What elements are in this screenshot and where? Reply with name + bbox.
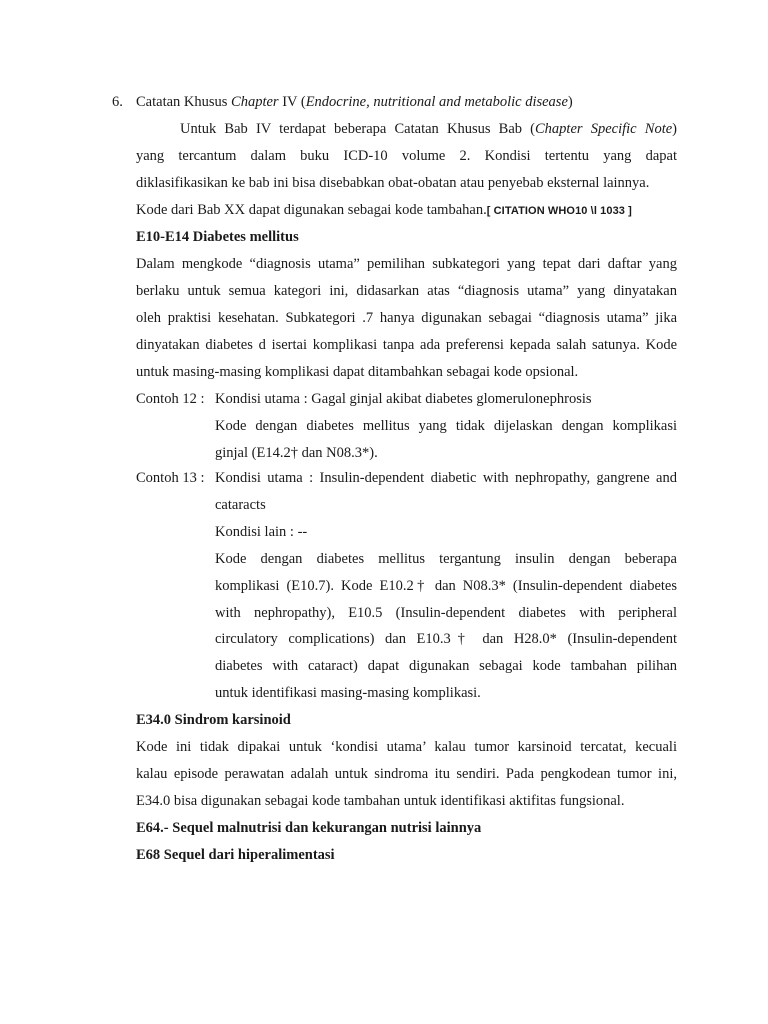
contoh-13-label: Contoh 13 : <box>136 470 205 486</box>
contoh-13-line-7: circulatory complications) dan E10.3† dan H28.0* (Insulin-dependent <box>215 631 677 647</box>
contoh-13-line-8: diabetes with cataract) dapat digunakan sebagai kode tambahan pilihan <box>215 658 677 674</box>
e10-line-4: dinyatakan diabetes d isertai komplikasi tanpa ada preferensi kepada salah satunya. Kode <box>136 337 677 353</box>
section-number: 6. <box>112 94 123 110</box>
heading-e34: E34.0 Sindrom karsinoid <box>136 712 291 728</box>
section-title-chapter-name: Endocrine, nutritional and metabolic disease <box>305 94 568 110</box>
contoh-13-line-2: cataracts <box>215 497 266 513</box>
intro-line-2: yang tercantum dalam buku ICD-10 volume 2. Kondisi tertentu yang dapat <box>136 148 677 164</box>
intro-line-1 <box>180 120 677 138</box>
contoh-13-line-5: komplikasi (E10.7). Kode E10.2† dan N08.3* (Insulin-dependent diabetes <box>215 578 677 594</box>
e10-line-1: Dalam mengkode “diagnosis utama” pemilihan subkategori yang tepat dari daftar yang <box>136 256 677 272</box>
citation-field: [ CITATION WHO10 \l 1033 ] <box>486 205 632 217</box>
contoh-13-line-9: untuk identifikasi masing-masing komplikasi. <box>215 685 481 701</box>
section-title-mid: IV ( <box>278 94 306 110</box>
section-title-pre: Catatan Khusus <box>136 94 232 110</box>
contoh-13-line-6: with nephropathy), E10.5 (Insulin-dependent diabetes with peripheral <box>215 605 677 621</box>
section-title-chapter: Chapter <box>231 94 279 110</box>
section-title <box>136 93 573 111</box>
contoh-12-line-1: Kondisi utama : Gagal ginjal akibat diabetes glomerulonephrosis <box>215 391 592 407</box>
intro-line-1-post: ) <box>672 121 678 137</box>
e10-line-3: oleh praktisi kesehatan. Subkategori .7 hanya digunakan sebagai “diagnosis utama” jika <box>136 310 677 326</box>
intro-line-3: diklasifikasikan ke bab ini bisa disebabkan obat-obatan atau penyebab eksternal lainnya. <box>136 175 650 191</box>
contoh-13-line-4: Kode dengan diabetes mellitus tergantung insulin dengan beberapa <box>215 551 677 567</box>
intro-line-1-pre: Untuk Bab IV terdapat beberapa Catatan Khusus Bab ( <box>180 121 536 137</box>
e10-line-5: untuk masing-masing komplikasi dapat ditambahkan sebagai kode opsional. <box>136 364 579 380</box>
heading-e10-e14: E10-E14 Diabetes mellitus <box>136 229 299 245</box>
heading-e68: E68 Sequel dari hiperalimentasi <box>136 847 335 863</box>
contoh-12-line-2: Kode dengan diabetes mellitus yang tidak dijelaskan dengan komplikasi <box>215 418 677 434</box>
contoh-13-line-3: Kondisi lain : -- <box>215 524 308 540</box>
intro-line-4-text: Kode dari Bab XX dapat digunakan sebagai kode tambahan. <box>136 202 487 218</box>
e34-line-3: E34.0 bisa digunakan sebagai kode tambahan untuk identifikasi aktifitas fungsional. <box>136 793 625 809</box>
contoh-12-line-3: ginjal (E14.2† dan N08.3*). <box>215 445 378 461</box>
contoh-13-line-1: Kondisi utama : Insulin-dependent diabetic with nephropathy, gangrene and <box>215 470 677 486</box>
section-title-post: ) <box>567 94 573 110</box>
intro-line-4 <box>136 201 632 220</box>
contoh-12-label: Contoh 12 : <box>136 391 205 407</box>
heading-e64: E64.- Sequel malnutrisi dan kekurangan nutrisi lainnya <box>136 820 482 836</box>
e34-line-1: Kode ini tidak dipakai untuk ‘kondisi utama’ kalau tumor karsinoid tercatat, kecuali <box>136 739 677 755</box>
e10-line-2: berlaku untuk semua kategori ini, didasarkan atas “diagnosis utama” yang dinyatakan <box>136 283 677 299</box>
e34-line-2: kalau episode perawatan adalah untuk sindroma itu sendiri. Pada pengkodean tumor ini, <box>136 766 677 782</box>
intro-line-1-italic: Chapter Specific Note <box>535 121 673 137</box>
